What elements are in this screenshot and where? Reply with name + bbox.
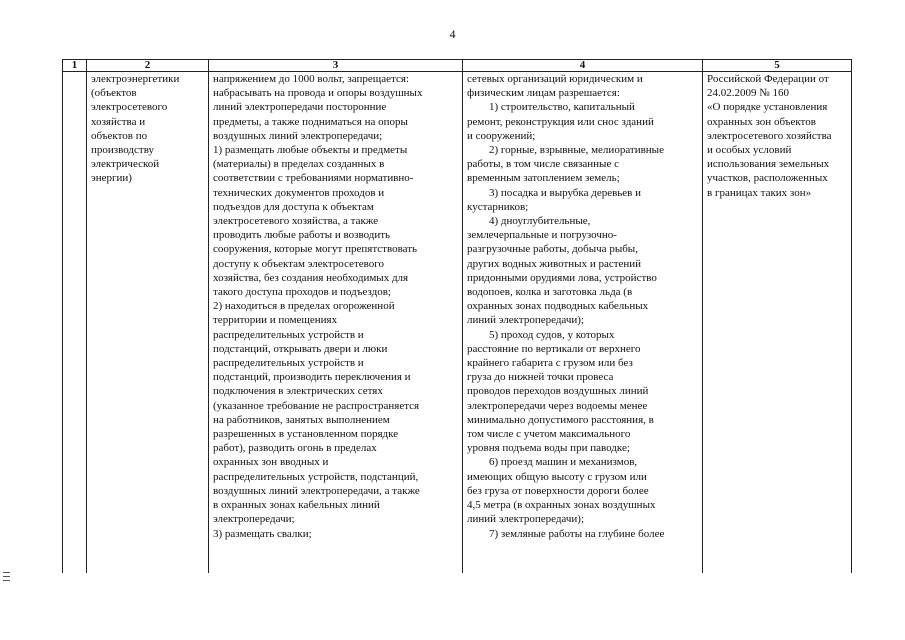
cell-text-line: подстанций, производить переключения и xyxy=(213,371,411,384)
cell-text-line: использования земельных xyxy=(707,158,830,171)
cell-text-line: 1) размещать любые объекты и предметы xyxy=(213,144,408,157)
cell-text-line: 5) проход судов, у которых xyxy=(489,328,615,341)
cell-text-line: Российской Федерации от xyxy=(707,73,829,85)
cell-text-line: электрической xyxy=(91,158,160,171)
cell-text-line: в границах таких зон» xyxy=(707,186,812,199)
cell-text-line: напряжением до 1000 вольт, запрещается: xyxy=(213,73,409,85)
cell-text-line: 2) горные, взрывные, мелиоративные xyxy=(489,144,664,157)
scan-edge-mark xyxy=(3,572,10,573)
cell-text-line: технических документов проходов и xyxy=(213,186,385,199)
cell-text-line: 4) дноуглубительные, xyxy=(489,215,591,228)
cell-text-line: (объектов xyxy=(91,87,137,100)
cell-text-line: груза до нижней точки провеса xyxy=(467,371,614,384)
cell-text-line: 4,5 метра (в охранных зонах воздушных xyxy=(467,499,656,512)
cell-text-line: линий электропередачи); xyxy=(467,513,585,526)
cell-text-line: линий электропередачи); xyxy=(467,314,585,327)
cell-text-line: электросетевого хозяйства xyxy=(707,129,832,142)
cell-text-line: производству xyxy=(91,144,155,157)
cell-text-line: подключения в электрических сетях xyxy=(213,385,383,398)
cell-text-line: воздушных линий электропередачи; xyxy=(213,129,383,142)
cell-text-line: соответствии с требованиями нормативно- xyxy=(213,172,414,185)
cell-text-line: водопоев, колка и заготовка льда (в xyxy=(467,286,633,299)
cell-text-line: электропередачи; xyxy=(213,513,295,526)
cell-text-line: такого доступа проходов и подъездов; xyxy=(213,286,391,299)
column-header-4: 4 xyxy=(463,60,703,72)
cell-text-line: и особых условий xyxy=(707,144,792,157)
cell-text-line: территории и помещениях xyxy=(213,314,338,327)
column-header-2: 2 xyxy=(87,60,209,72)
cell-text-line: 7) земляные работы на глубине более xyxy=(489,527,665,540)
cell-text-line: 3) посадка и вырубка деревьев и xyxy=(489,186,642,199)
cell-text-line: сетевых организаций юридическим и xyxy=(467,73,643,85)
cell-text-line: работы, в том числе связанные с xyxy=(467,158,619,171)
cell-text-line: (указанное требование не распространяется xyxy=(213,399,420,412)
cell-text-line: проводов переходов воздушных линий xyxy=(467,385,649,398)
cell-text-line: линий электропередачи посторонние xyxy=(213,101,387,114)
cell-text-line: без груза от поверхности дороги более xyxy=(467,484,649,497)
cell-text-line: разгрузочные работы, добыча рыбы, xyxy=(467,243,638,256)
cell-text-line: распределительных устройств, подстанций, xyxy=(213,470,419,483)
cell-column-1 xyxy=(63,72,87,574)
cell-text-line: физическим лицам разрешается: xyxy=(467,87,620,100)
cell-text-line: энергии) xyxy=(91,172,132,185)
cell-text-line: уровня подъема воды при паводке; xyxy=(467,442,630,455)
cell-text-line: крайнего габарита с грузом или без xyxy=(467,357,633,370)
page-number: 4 xyxy=(449,27,456,41)
cell-text-line: электросетевого xyxy=(91,101,168,114)
cell-column-2 xyxy=(87,72,209,574)
cell-text-line: распределительных устройств и xyxy=(213,328,364,341)
cell-text-line: 3) размещать свалки; xyxy=(213,527,312,540)
column-header-1: 1 xyxy=(63,60,87,72)
cell-text-line: в охранных зонах кабельных линий xyxy=(213,499,380,512)
cell-text-line: доступу к объектам электросетевого xyxy=(213,257,385,270)
column-header-3: 3 xyxy=(209,60,463,72)
column-header-5: 5 xyxy=(703,60,852,72)
cell-text-line: воздушных линий электропередачи, а также xyxy=(213,484,420,497)
cell-text-line: электропередачи через водоемы менее xyxy=(467,399,648,412)
cell-column-4 xyxy=(463,72,703,574)
cell-text-line: расстояние по вертикали от верхнего xyxy=(467,342,641,355)
cell-text-line: охранных зон объектов xyxy=(707,115,816,128)
cell-text-line: «О порядке установления xyxy=(707,101,828,114)
cell-text-line: набрасывать на провода и опоры воздушных xyxy=(213,87,423,100)
cell-text-line: 6) проезд машин и механизмов, xyxy=(489,456,638,469)
cell-text-line: и сооружений; xyxy=(467,129,536,142)
cell-text-line: на работников, занятых выполнением xyxy=(213,413,390,426)
cell-text-line: охранных зон вводных и xyxy=(213,456,329,469)
cell-text-line: имеющих общую высоту с грузом или xyxy=(467,470,647,483)
cell-text-line: предметы, а также подниматься на опоры xyxy=(213,115,408,128)
cell-column-5 xyxy=(703,72,852,574)
cell-text-line: (материалы) в пределах созданных в xyxy=(213,158,385,171)
cell-text-line: работ), разводить огонь в пределах xyxy=(213,442,377,455)
cell-text-line: объектов по xyxy=(91,129,148,142)
table-header-row xyxy=(63,60,852,72)
cell-text-line: электроэнергетики xyxy=(91,73,180,85)
cell-text-line: охранных зонах подводных кабельных xyxy=(467,300,649,313)
cell-text-line: минимально допустимого расстояния, в xyxy=(467,413,654,426)
cell-text-line: временным затоплением земель; xyxy=(467,172,620,185)
cell-text-line: других водных животных и растений xyxy=(467,257,642,270)
cell-text-line: ремонт, реконструкция или снос зданий xyxy=(467,115,654,128)
cell-text-line: подстанций, открывать двери и люки xyxy=(213,342,388,355)
regulation-table xyxy=(62,59,852,573)
cell-text-line: 2) находиться в пределах огороженной xyxy=(213,300,395,313)
cell-text-line: разрешенных в установленном порядке xyxy=(213,428,399,441)
cell-text-line: хозяйства и xyxy=(91,115,146,128)
cell-text-line: 24.02.2009 № 160 xyxy=(707,87,789,100)
cell-text-line: хозяйства, без создания необходимых для xyxy=(213,271,409,284)
table-row xyxy=(63,72,852,574)
cell-text-line: подъездов для доступа к объектам xyxy=(213,200,374,213)
cell-text-line: сооружения, которые могут препятствовать xyxy=(213,243,418,256)
cell-column-3 xyxy=(209,72,463,574)
cell-text-line: кустарников; xyxy=(467,200,529,213)
cell-text-line: том числе с учетом максимального xyxy=(467,428,631,441)
cell-text-line: участков, расположенных xyxy=(707,172,828,185)
cell-text-line: электросетевого хозяйства, а также xyxy=(213,215,379,228)
cell-text-line: 1) строительство, капитальный xyxy=(489,101,635,114)
scan-edge-mark xyxy=(3,580,10,581)
cell-text-line: проводить любые работы и возводить xyxy=(213,229,391,242)
scan-edge-mark xyxy=(3,576,10,577)
cell-text-line: распределительных устройств и xyxy=(213,357,364,370)
cell-text-line: землечерпальные и погрузочно- xyxy=(467,229,617,242)
cell-text-line: придонными орудиями лова, устройство xyxy=(467,271,657,284)
